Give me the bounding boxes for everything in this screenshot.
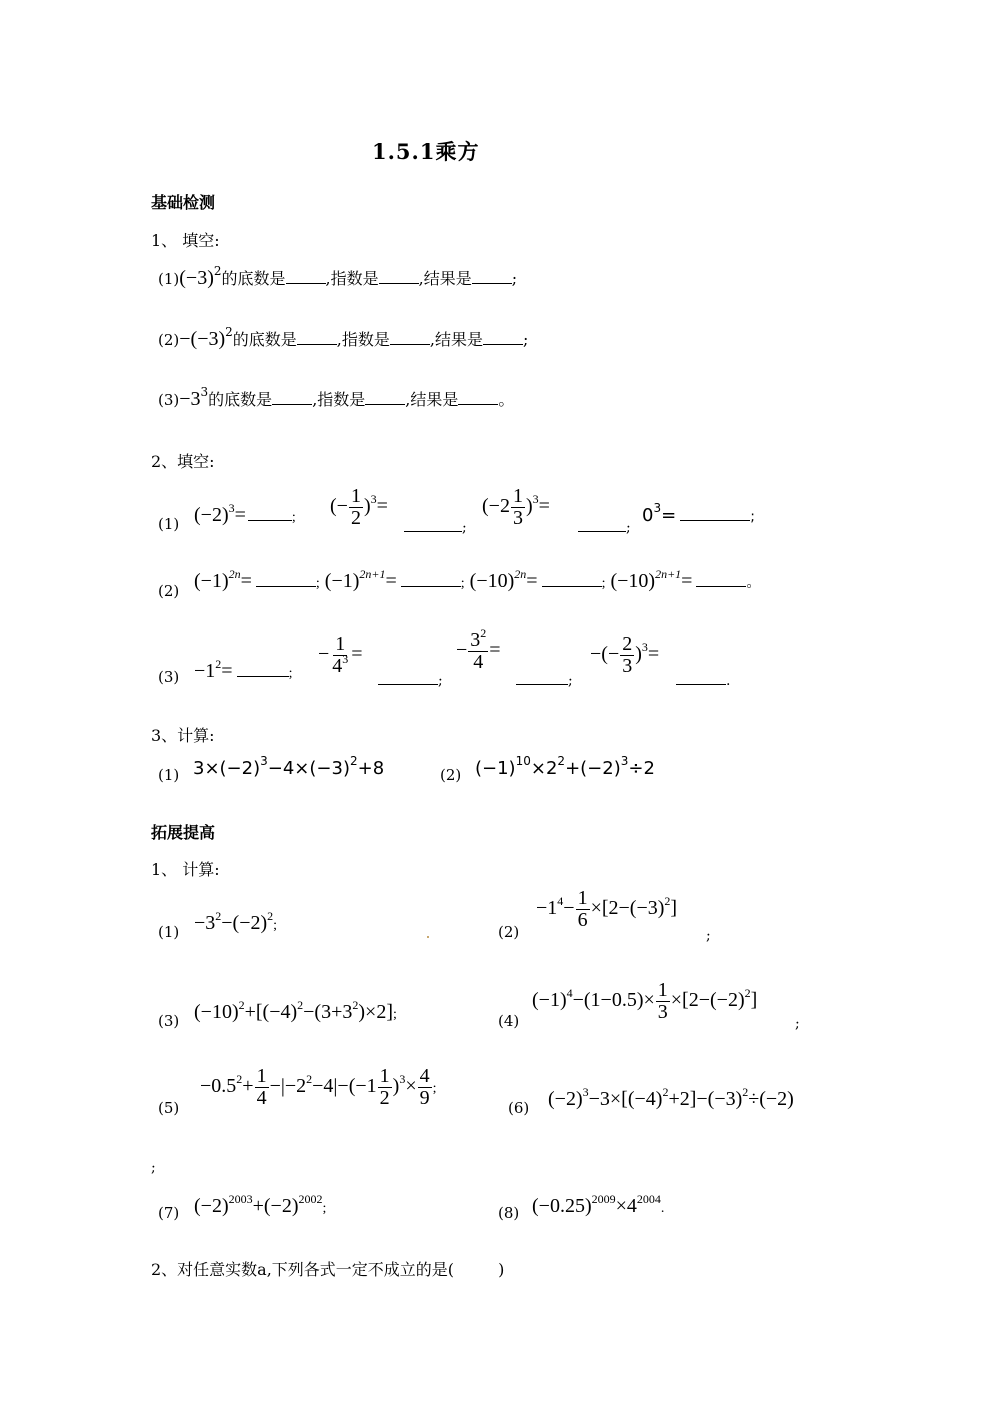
ext-expr-3: $(-10)^2+[(-4)^2-(3+3^2)\times 2]$;: [194, 998, 397, 1023]
answer-blank[interactable]: [248, 506, 292, 521]
ext-num-7: (7): [158, 1204, 180, 1222]
ext-semi-2: ;: [706, 928, 711, 944]
q3-expr-1: $3\times(-2)^3-4\times(-3)^2+8$: [193, 754, 385, 779]
ext-expr-5: $-0.5^2+$ $\frac{1}{4}$ $-|-2^2-4|-(-1$ $\frac{1}{2}$ )$^3$× $\frac{4}{9}$ ;: [200, 1065, 437, 1109]
answer-blank[interactable]: [680, 506, 750, 521]
answer-blank[interactable]: [378, 670, 438, 685]
q2-expr-h: −(− $\frac{2}{3}$ )$^3$=: [590, 633, 660, 677]
ext-num-6: (6): [508, 1099, 530, 1117]
ext-num-5: (5): [158, 1099, 180, 1117]
answer-blank[interactable]: [578, 517, 626, 532]
answer-blank[interactable]: [542, 572, 602, 587]
q1-item-2: $(2)-(-3)^2$的底数是 ,指数是 ,结果是 ;: [158, 325, 529, 350]
answer-blank[interactable]: [676, 670, 726, 685]
answer-blank[interactable]: [272, 390, 312, 405]
q2-row2-num: (2): [158, 582, 180, 600]
answer-blank[interactable]: [237, 662, 289, 677]
q2-blank-h: .: [676, 670, 730, 689]
answer-blank[interactable]: [516, 670, 568, 685]
ext-num-8: (8): [498, 1204, 520, 1222]
extend-q2: 2、对任意实数a,下列各式一定不成立的是( ): [151, 1260, 505, 1279]
q1-item-1: $(1)(-3)^2$的底数是 ,指数是 ,结果是 ;: [158, 264, 518, 289]
answer-blank[interactable]: [401, 572, 461, 587]
question-2-head: 2、填空:: [151, 452, 215, 471]
q3-num-1: (1): [158, 766, 180, 784]
answer-blank[interactable]: [297, 330, 337, 345]
stray-mark: [427, 936, 429, 938]
ext-expr-8: $(-0.25)^{2009}\times 4^{2004}$.: [532, 1192, 665, 1217]
answer-blank[interactable]: [458, 390, 498, 405]
page-title: 1.5.1乘方: [372, 139, 480, 164]
answer-blank[interactable]: [286, 269, 326, 284]
ext-expr-1: $-3^2-(-2)^2$;: [194, 909, 278, 934]
q2-expr-e: $-1^2=$ ;: [194, 657, 293, 682]
q2-expr-b: (− $\frac{1}{2}$ )$^3$=: [330, 485, 388, 529]
extend-q1-head: 1、 计算:: [151, 860, 220, 879]
ext-num-4: (4): [498, 1012, 520, 1030]
ext-expr-2: $-1^4-$ $\frac{1}{6}$ $\times[2-(-3)^2]$: [536, 887, 678, 931]
q3-expr-2: $(-1)^{10}\times 2^2+(-2)^3\div 2$: [475, 754, 655, 779]
question-1-head: 1、 填空:: [151, 231, 220, 250]
q2-expr-a: $(-2)^3=$ ;: [194, 501, 296, 526]
answer-blank[interactable]: [404, 517, 462, 532]
q1-item-3: $(3)-3^3$的底数是 ,指数是 ,结果是 。: [158, 385, 515, 410]
answer-blank[interactable]: [256, 572, 316, 587]
ext-semi-4: ;: [795, 1016, 800, 1032]
ext-semi-6: ;: [151, 1160, 156, 1176]
ext-expr-7: $(-2)^{2003}+(-2)^{2002}$;: [194, 1192, 327, 1217]
answer-blank[interactable]: [379, 269, 419, 284]
answer-blank[interactable]: [696, 572, 746, 587]
ext-num-1: (1): [158, 923, 180, 941]
answer-blank[interactable]: [483, 330, 523, 345]
q2-expr-f: − $\frac{1}{4^3}$ =: [318, 633, 363, 677]
q3-num-2: (2): [440, 766, 462, 784]
q2-blank-b: ;: [404, 517, 467, 536]
answer-blank[interactable]: [472, 269, 512, 284]
q2-row1-num: (1): [158, 515, 180, 533]
q2-blank-c: ;: [578, 517, 631, 536]
section-basic: 基础检测: [151, 193, 216, 212]
answer-blank[interactable]: [390, 330, 430, 345]
question-3-head: 3、计算:: [151, 726, 215, 745]
q2-blank-g: ;: [516, 670, 573, 689]
ext-num-3: (3): [158, 1012, 180, 1030]
q2-blank-f: ;: [378, 670, 443, 689]
ext-expr-4: $(-1)^4-(1-0.5)\times$ $\frac{1}{3}$ $\times[2-(-2)^2]$: [532, 979, 758, 1023]
ext-expr-6: $(-2)^3-3\times[(-4)^2+2]-(-3)^2\div(-2)$: [548, 1085, 794, 1110]
q2-row2-exprs: $(-1)^{2n}=$ ; $(-1)^{2n+1}=$ ; $(-10)^{2n}=$ ; $(-10)^{2n+1}=$ 。: [194, 567, 761, 592]
q2-expr-g: − $\frac{3^2}{4}$ =: [456, 626, 501, 673]
q2-row3-num: (3): [158, 668, 180, 686]
q2-expr-d: $0^3=$ ;: [642, 501, 755, 526]
q2-expr-c: (−2 $\frac{1}{3}$ )$^3$=: [482, 485, 550, 529]
section-extend: 拓展提高: [151, 823, 216, 842]
answer-blank[interactable]: [365, 390, 405, 405]
ext-num-2: (2): [498, 923, 520, 941]
